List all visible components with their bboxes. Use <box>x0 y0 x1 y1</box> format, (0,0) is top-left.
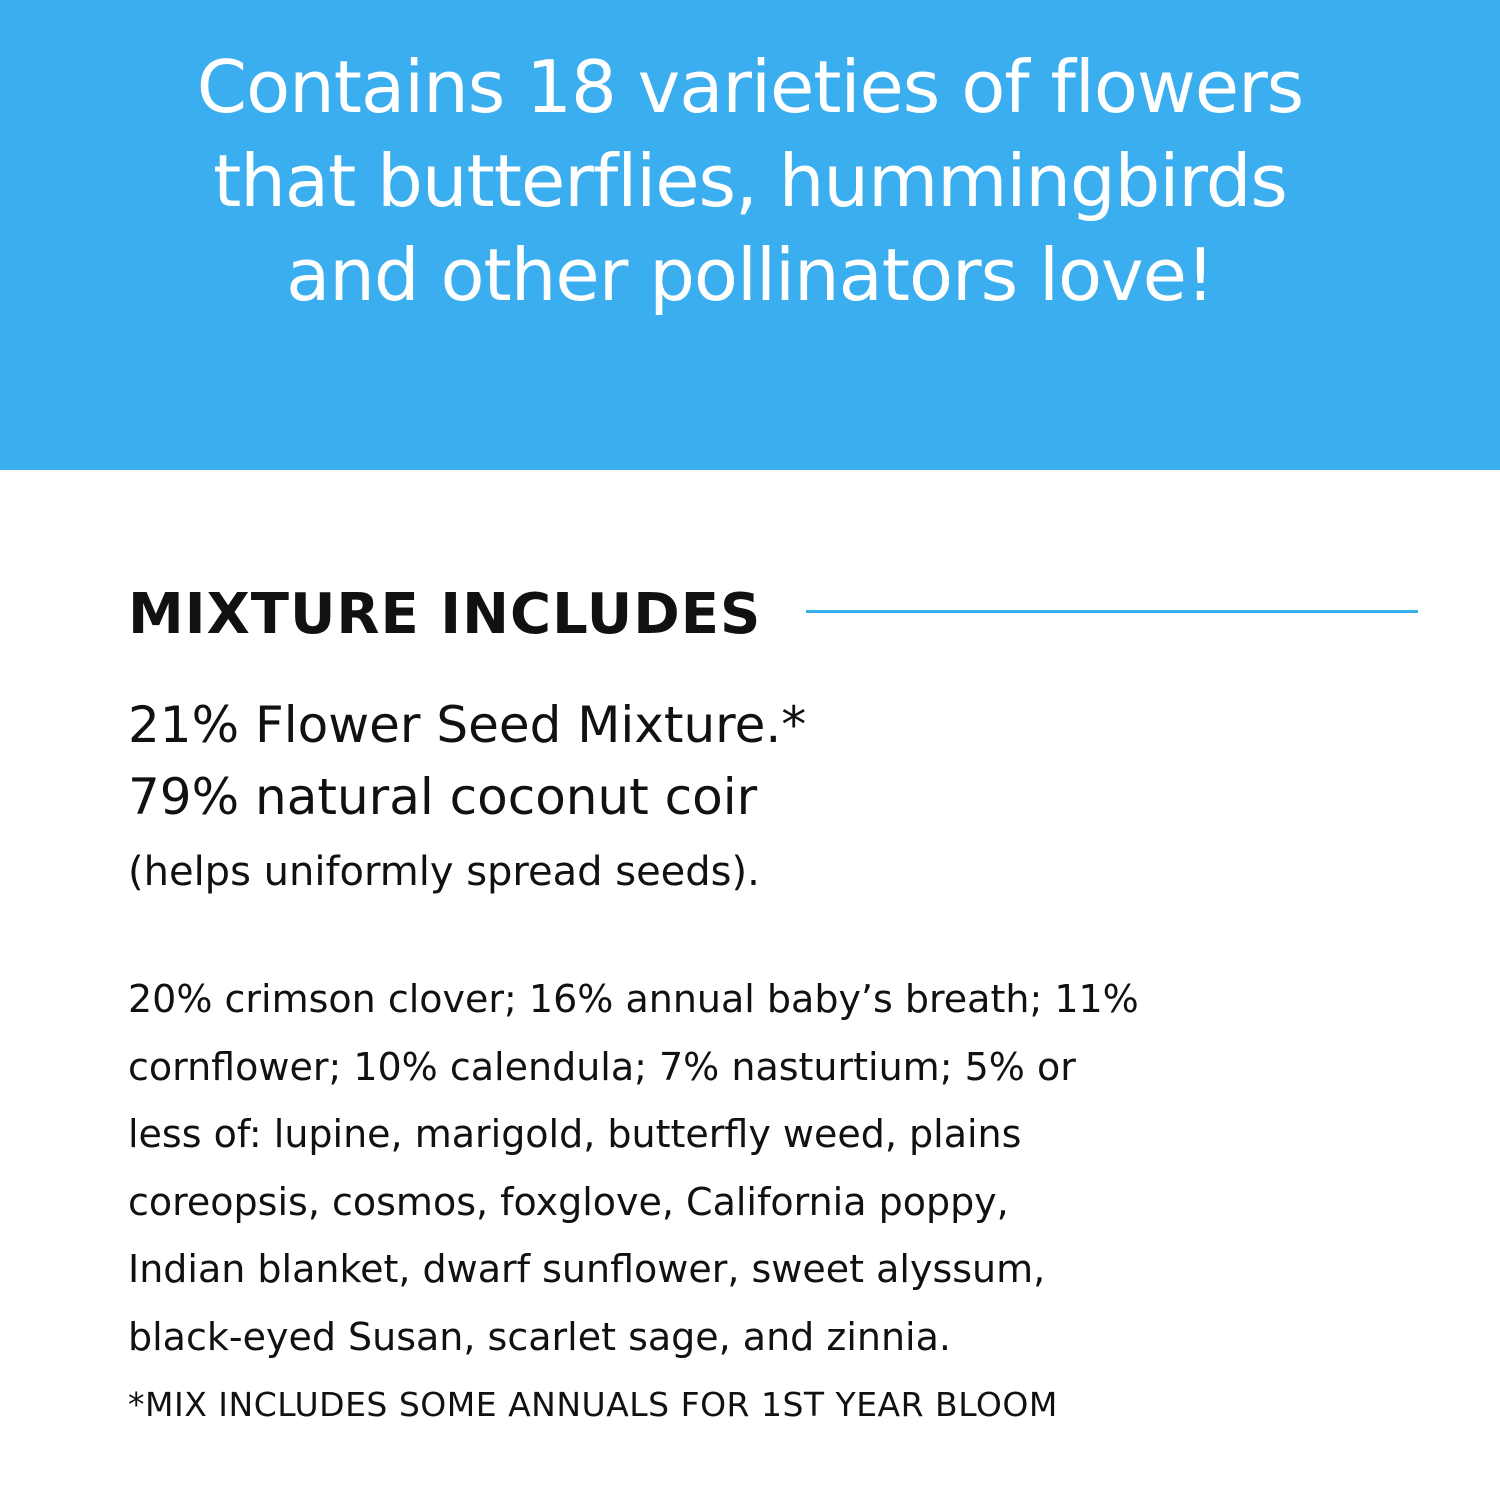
coir-note: (helps uniformly spread seeds). <box>128 849 760 895</box>
ingredients-line: 20% crimson clover; 16% annual baby’s breath; 11% <box>128 977 1139 1021</box>
mixture-heading: MIXTURE INCLUDES <box>128 582 762 647</box>
ingredients-line: less of: lupine, marigold, butterfly weed, plains <box>128 1112 1022 1156</box>
banner-headline <box>0 40 1500 322</box>
banner-line: Contains 18 varieties of flowers <box>196 45 1304 129</box>
ingredients-line: black-eyed Susan, scarlet sage, and zinnia. <box>128 1314 951 1359</box>
ingredients-line: Indian blanket, dwarf sunflower, sweet alyssum, <box>128 1247 1046 1291</box>
seed-mixture-percentage: 21% Flower Seed Mixture.* <box>128 696 807 754</box>
banner-line: that butterflies, hummingbirds <box>213 139 1287 223</box>
heading-divider <box>806 610 1418 613</box>
ingredients-list <box>128 966 1328 1371</box>
ingredients-line: cornflower; 10% calendula; 7% nasturtium; 5% or <box>128 1044 1076 1089</box>
top-banner <box>0 0 1500 470</box>
coconut-coir-percentage: 79% natural coconut coir <box>128 768 758 826</box>
banner-line: and other pollinators love! <box>286 233 1214 317</box>
ingredients-line: coreopsis, cosmos, foxglove, California poppy, <box>128 1179 1009 1224</box>
annuals-footnote: *MIX INCLUDES SOME ANNUALS FOR 1ST YEAR BLOOM <box>128 1385 1058 1424</box>
